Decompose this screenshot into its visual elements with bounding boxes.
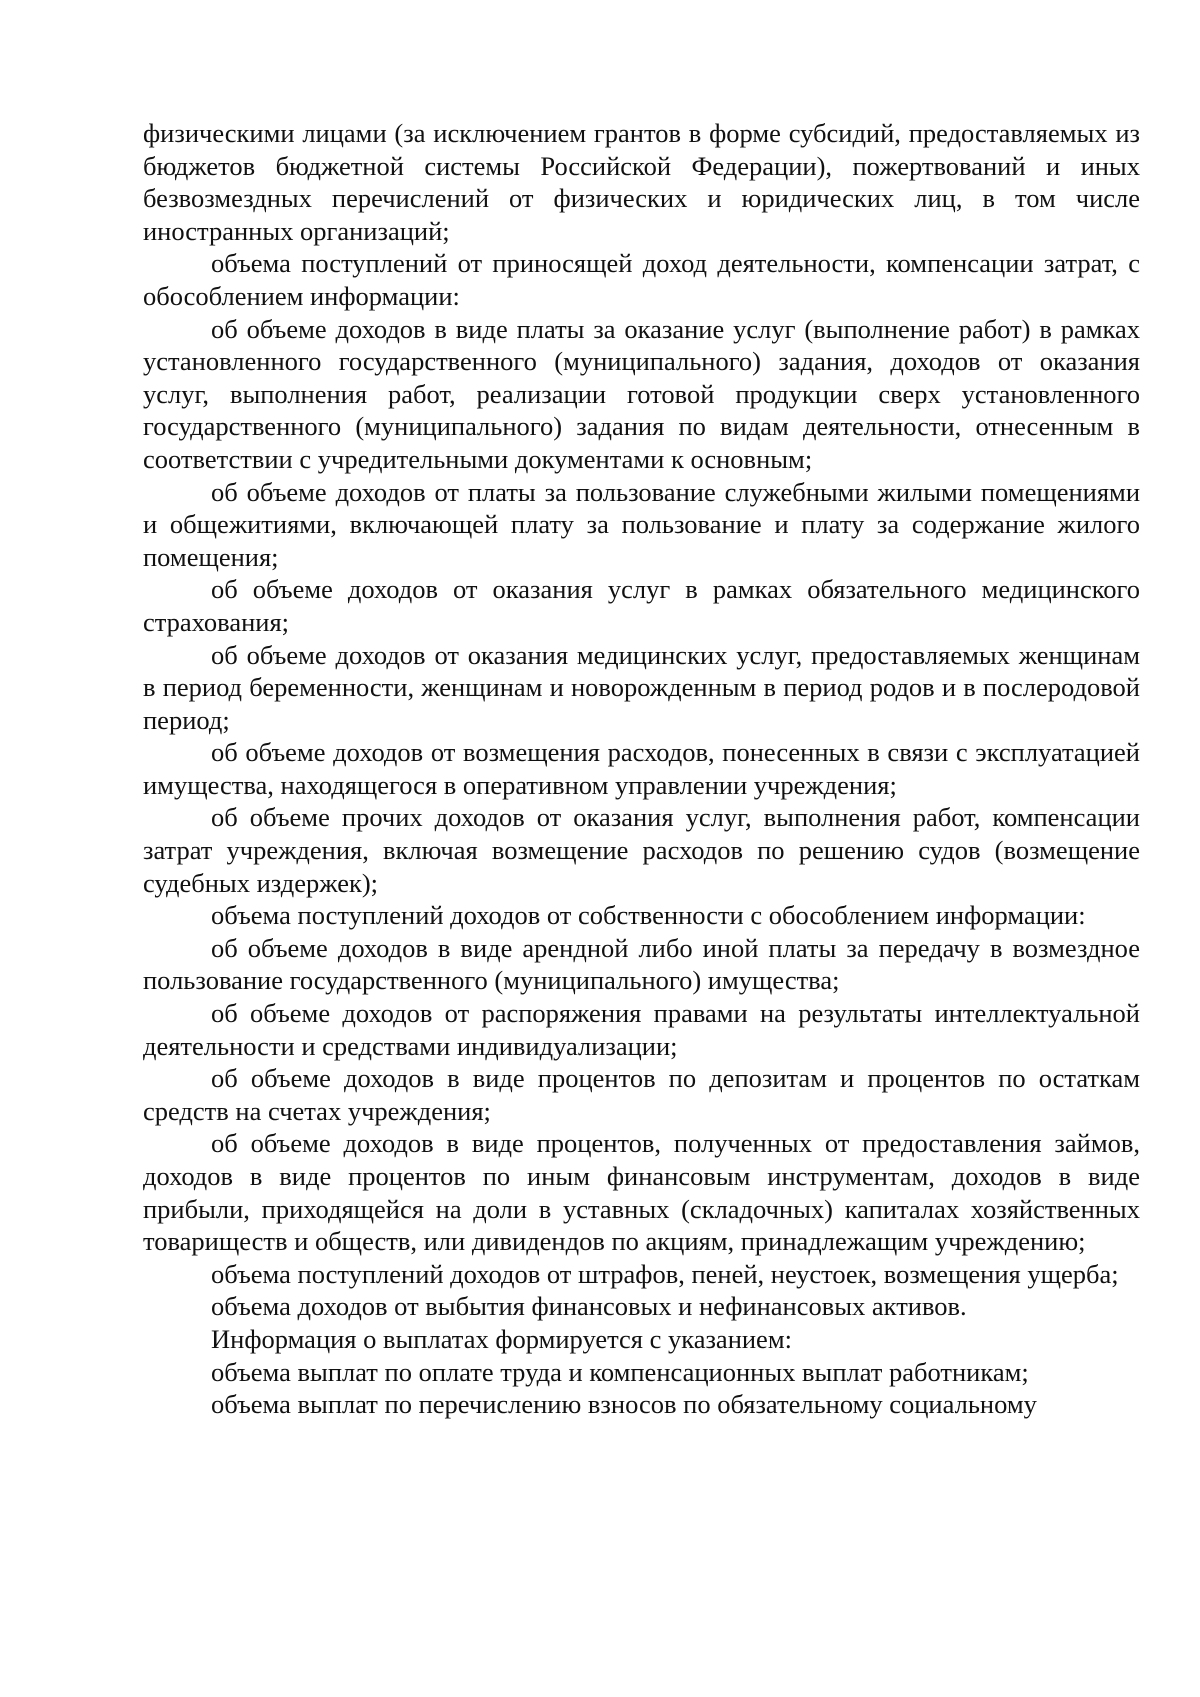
paragraph-11: об объеме доходов от распоряжения правами на результаты интеллектуальной деятельности и средствами индивидуализации; bbox=[143, 998, 1140, 1061]
paragraph-8: об объеме прочих доходов от оказания услуг, выполнения работ, компенсации затрат учреждения, включая возмещение расходов по решению судов (возмещение судебных издержек); bbox=[143, 802, 1140, 898]
paragraph-10: об объеме доходов в виде арендной либо иной платы за передачу в возмездное пользование государственного (муниципального) имущества; bbox=[143, 932, 1140, 996]
paragraph-16: Информация о выплатах формируется с указанием: bbox=[211, 1323, 792, 1354]
paragraph-1: физическими лицами (за исключением грантов в форме субсидий, предоставляемых из бюджетов бюджетной системы Российской Федерации), пожертвований и иных безвозмездных перечислений от физических и юридических лиц, в том числе иностранных организаций; bbox=[143, 118, 1140, 246]
paragraph-17: объема выплат по оплате труда и компенсационных выплат работникам; bbox=[211, 1356, 1029, 1387]
paragraph-12: об объеме доходов в виде процентов по депозитам и процентов по остаткам средств на счетах учреждения; bbox=[143, 1063, 1140, 1126]
paragraph-2: объема поступлений от приносящей доход деятельности, компенсации затрат, с обособлением информации: bbox=[143, 248, 1140, 311]
document-page bbox=[143, 117, 1140, 1421]
paragraph-3: об объеме доходов в виде платы за оказание услуг (выполнение работ) в рамках установленного государственного (муниципального) задания, доходов от оказания услуг, выполнения работ, реализации готовой продукции сверх установленного государственного (муниципального) задания по видам деятельности, отнесенным в соответствии с учредительными документами к основным; bbox=[143, 313, 1140, 474]
paragraph-13: об объеме доходов в виде процентов, полученных от предоставления займов, доходов в виде процентов по иным финансовым инструментам, доходов в виде прибыли, приходящейся на доли в уставных (складочных) капиталах хозяйственных товариществ и обществ, или дивидендов по акциям, принадлежащим учреждению; bbox=[143, 1128, 1140, 1257]
paragraph-18: объема выплат по перечислению взносов по обязательному социальному bbox=[211, 1389, 1037, 1420]
paragraph-9: объема поступлений доходов от собственности с обособлением информации: bbox=[211, 900, 1086, 931]
paragraph-15: объема доходов от выбытия финансовых и нефинансовых активов. bbox=[211, 1291, 967, 1322]
paragraph-14: объема поступлений доходов от штрафов, пеней, неустоек, возмещения ущерба; bbox=[211, 1258, 1119, 1289]
paragraph-7: об объеме доходов от возмещения расходов, понесенных в связи с эксплуатацией имущества, находящегося в оперативном управлении учреждения; bbox=[143, 737, 1140, 800]
paragraph-4: об объеме доходов от платы за пользование служебными жилыми помещениями и общежитиями, включающей плату за пользование и плату за содержание жилого помещения; bbox=[143, 476, 1140, 572]
paragraph-6: об объеме доходов от оказания медицинских услуг, предоставляемых женщинам в период беременности, женщинам и новорожденным в период родов и в послеродовой период; bbox=[143, 639, 1140, 735]
paragraph-5: об объеме доходов от оказания услуг в рамках обязательного медицинского страхования; bbox=[143, 574, 1140, 637]
